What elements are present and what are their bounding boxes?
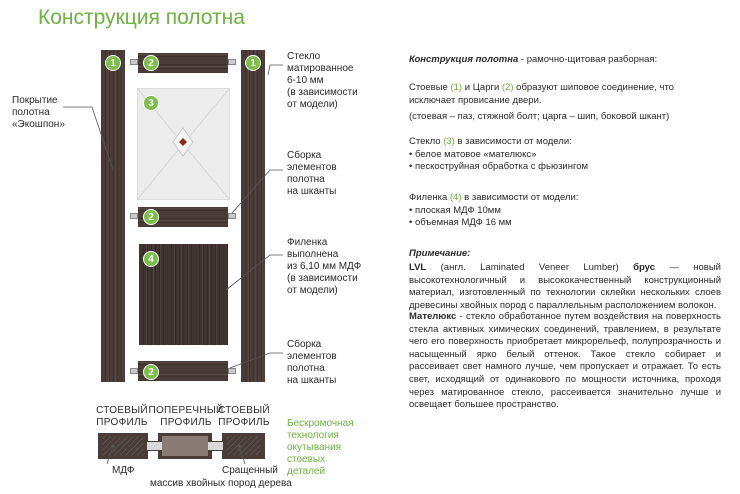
leader-lines <box>0 0 300 400</box>
badge-stile-right: 1 <box>245 55 261 71</box>
glass-paragraph: Стекло (3) в зависимости от модели: • белое матовое «мателюкс» • пескоструйная обработка с фьюзингом <box>409 136 589 173</box>
label-glass: Стекло матированное 6-10 мм (в зависимости от модели) <box>287 51 358 110</box>
note-title: Примечание: <box>409 248 471 259</box>
caption-rail: ПОПЕРЕЧНЫЙ ПРОФИЛЬ <box>148 405 224 428</box>
page-title: Конструкция полотна <box>38 6 245 29</box>
label-coating: Покрытие полотна «Экошпон» <box>12 95 65 130</box>
caption-stile-right: СТОЕВЫЙ ПРОФИЛЬ <box>218 405 270 428</box>
badge-panel: 4 <box>143 251 159 267</box>
badge-glass: 3 <box>143 95 159 111</box>
intro-paragraph: Конструкция полотна - рамочно-щитовая разборная: <box>409 54 658 65</box>
badge-rail-bottom: 2 <box>143 364 159 380</box>
label-spliced: Сращенный <box>222 465 278 476</box>
label-seamless: Бескромочная технология окутывания стоевых деталей <box>287 418 354 477</box>
caption-stile-left: СТОЕВЫЙ ПРОФИЛЬ <box>96 405 148 428</box>
label-panel: Филенка выполнена из 6,10 мм МДФ (в зависимости от модели) <box>287 237 362 296</box>
panel-paragraph: Филенка (4) в зависимости от модели: • плоская МДФ 10мм • объемная МДФ 16 мм <box>409 192 579 229</box>
badge-rail-middle: 2 <box>143 209 159 225</box>
matelux-paragraph: Мателюкс - стекло обработанное путем воздействия на поверхность стекла активных химических соединений, травлением, в результате чего его поверхность приобретает микрорельеф, полупрозрачность и насыщенный ярко белый оттенок. Такое стекло собирает и рассеивает свет намного лучше, чем пропускает и отражает. То есть свет, исходящий от одинакового по мощности источника, проходя через матированное стекло, рассеивается значительно лучше и освещает большее пространство. <box>409 311 721 411</box>
label-spliced-2: массив хвойных пород дерева <box>150 478 292 489</box>
label-assembly: Сборка элементов полотна на шканты <box>287 150 337 197</box>
label-mdf: МДФ <box>112 465 135 476</box>
lvl-paragraph: LVL (англ. Laminated Veneer Lumber) брус — новый высокотехнологичный и высококачественный конструкционный материал, изготовленный по технологии склейки нескольких слоев древесины хвойных пород с параллельным расположением волокон. <box>409 262 721 311</box>
badge-rail-top: 2 <box>143 55 159 71</box>
badge-stile-left: 1 <box>105 55 121 71</box>
label-assembly-bottom: Сборка элементов полотна на шканты <box>287 339 337 386</box>
stile-rail-paragraph: Стоевые (1) и Царги (2) образуют шиповое соединение, что исключает провисание двери. (стоевая – паз, стяжной болт; царга – шип, боковой шкант) <box>409 82 674 123</box>
